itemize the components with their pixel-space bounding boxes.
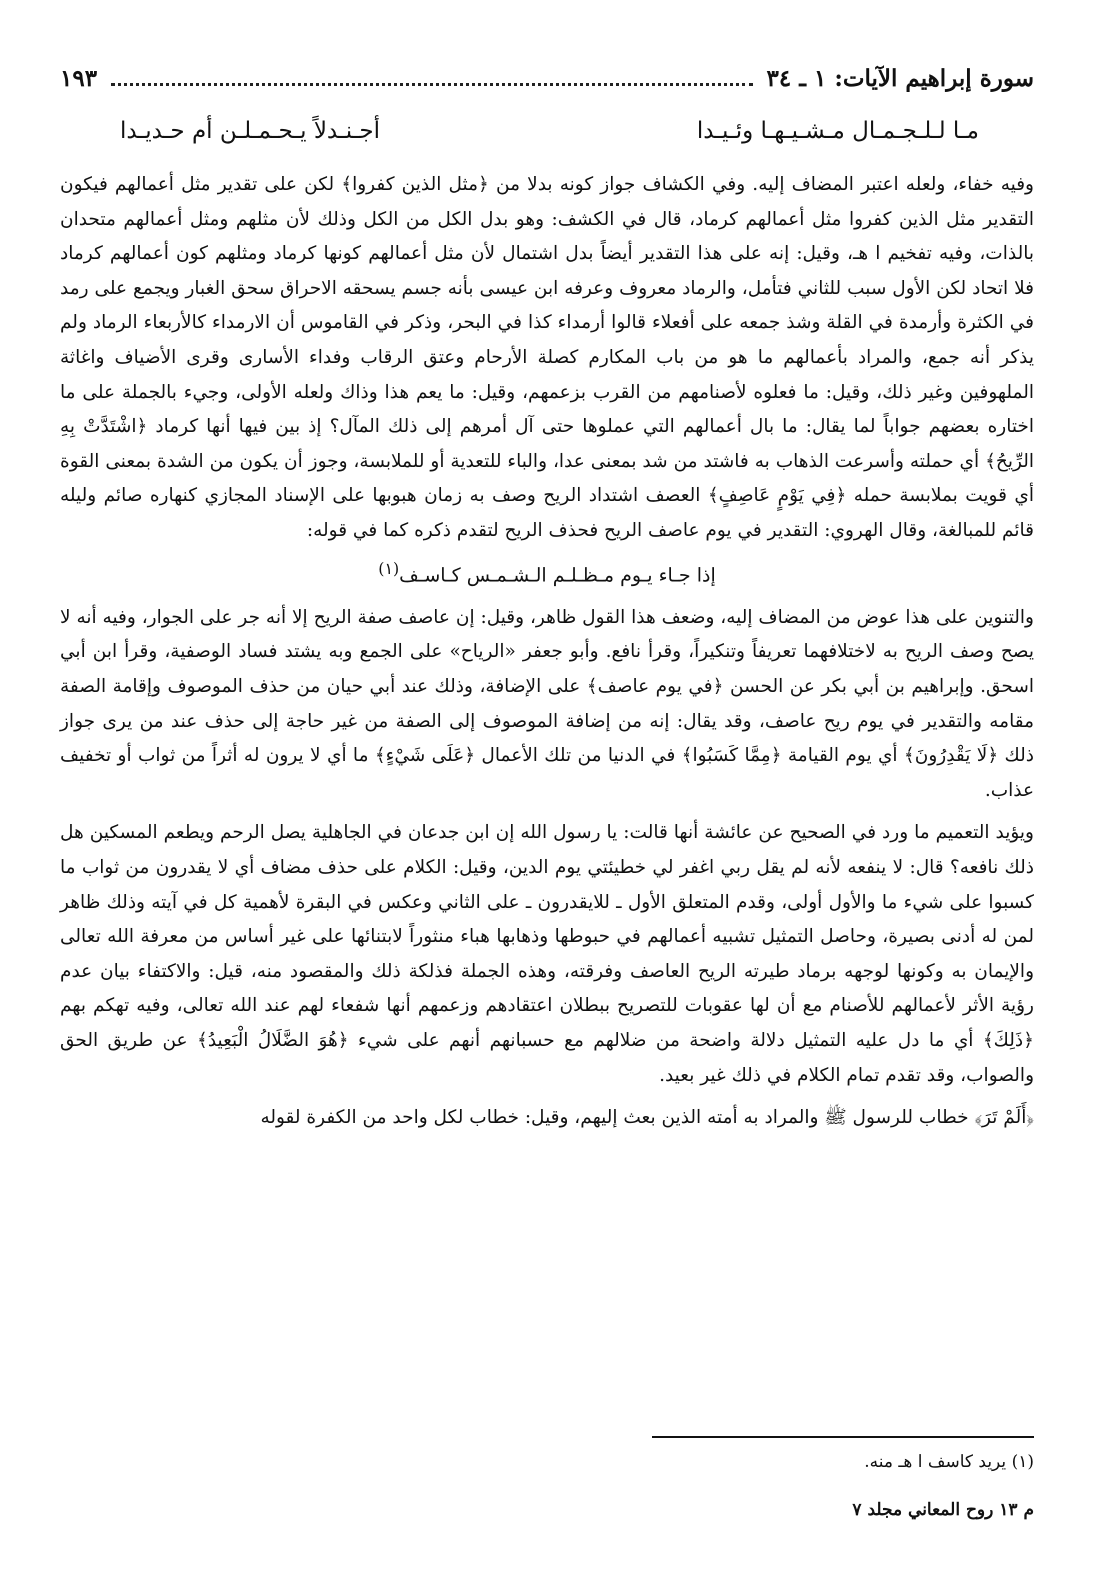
- main-text: [60, 168, 1034, 1136]
- poem-line: [60, 551, 1034, 593]
- header-dotted-leader: [111, 82, 752, 86]
- footnote-divider: [652, 1436, 1034, 1438]
- paragraph-2: والتنوين على هذا عوض من المضاف إليه، وضعف هذا القول ظاهر، وقيل: إن عاصف صفة الريح إلا أنه جر على الجوار، وفيه أنه لا يصح وصف الريح به لاختلافهما تعريفاً وتنكيراً، وقرأ نافع. وأبو جعفر «الرياح» على الجمع وبه يشتد فساد الوصفية، وقرأ ابن أبي اسحق. وإبراهيم بن أبي بكر عن الحسن ﴿في يوم عاصف﴾ على الإضافة، وذلك عند أبي حيان من حذف الموصوف وإقامة الصفة مقامه والتقدير في يوم ريح عاصف، وقد يقال: إنه من إضافة الموصوف إلى الصفة من غير حاجة إلى حذف عند من يرى جواز ذلك ﴿لَا يَقْدِرُونَ﴾ أي يوم القيامة ﴿مِمَّا كَسَبُوا﴾ في الدنيا من تلك الأعمال ﴿عَلَى شَيْءٍ﴾ ما أي لا يرون له أثراً من ثواب أو تخفيف عذاب.: [60, 606, 1034, 801]
- surah-title: سورة إبراهيم الآيات: ١ ـ ٣٤: [766, 64, 1034, 92]
- footnote: (١) يريد كاسف ا هـ منه.: [864, 1452, 1034, 1472]
- poetry-verse: [120, 118, 979, 164]
- poem-line-text: إذا جـاء يـوم مـظـلـم الـشـمـس كـاسـف: [399, 563, 716, 586]
- footnote-marker: (١): [378, 558, 400, 578]
- page-footer: م ١٣ روح المعاني مجلد ٧: [852, 1500, 1034, 1520]
- page-number: ١٩٣: [60, 64, 98, 92]
- paragraph-3: ويؤيد التعميم ما ورد في الصحيح عن عائشة أنها قالت: يا رسول الله إن ابن جدعان في الجاهلية يصل الرحم ويطعم المسكين هل ذلك نافعه؟ قال: لا ينفعه لأنه لم يقل ربي اغفر لي خطيئتي يوم الدين، وقيل: الكلام على حذف مضاف أي لا يقدرون من ثواب ما كسبوا على شيء ما والأول أولى، وقدم المتعلق الأول ـ للايقدرون ـ على الثاني وعكس في البقرة لأهمية كل في آيته وذلك ظاهر لمن له أدنى بصيرة، وحاصل التمثيل تشبيه أعمالهم في حبوطها وذهابها هباء منثوراً لابتنائها على غير أساس من معرفة الله تعالى والإيمان به وكونها لوجهه برماد طيرته الريح العاصف وفرقته، وهذه الجملة فذلكة ذلك والمقصود منه، قيل: والاكتفاء بيان عدم رؤية الأثر لأعمالهم للأصنام مع أن لها عقوبات للتصريح ببطلان اعتقادهم وزعمهم أنها شفعاء لهم عند الله تعالى، وفيه تهكم بهم ﴿ذَلِكَ﴾ أي ما دل عليه التمثيل دلالة واضحة من ضلالهم مع حسبانهم أنهم على شيء ﴿هُوَ الضَّلَالُ الْبَعِيدُ﴾ عن طريق الحق والصواب، وقد تقدم تمام الكلام في ذلك غير بعيد.: [60, 822, 1034, 1086]
- paragraph-4: ﴿أَلَمْ تَرَ﴾ خطاب للرسول ﷺ والمراد به أمته الذين بعث إليهم، وقيل: خطاب لكل واحد من الكفرة لقوله: [260, 1107, 1034, 1129]
- verse-left-hemistich: أجـنـدلاً يـحـمـلـن أم حـديـدا: [120, 118, 381, 144]
- page-header: [60, 58, 1034, 98]
- paragraph-1: وفيه خفاء، ولعله اعتبر المضاف إليه. وفي الكشاف جواز كونه بدلا من ﴿مثل الذين كفروا﴾ لكن على تقدير مثل أعمالهم فيكون التقدير مثل الذين كفروا مثل أعمالهم كرماد، قال في الكشف: وهو بدل الكل من الكل وذلك لأن مثلهم ومثل أعمالهم متحدان بالذات، وفيه تفخيم ا هـ، وقيل: إنه على هذا التقدير أيضاً بدل اشتمال لأن مثل أعمالهم كونها كرماد ومثلهم كون أعمالهم كرماد فلا اتحاد لكن الأول سبب للثاني فتأمل، والرماد معروف وعرفه ابن عيسى بأنه جسم يسحقه الاحراق سحق الغبار ويجمع على رمد في الكثرة وأرمدة في القلة وشذ جمعه على أفعلاء قالوا أرمداء كذا في البحر، وذكر في القاموس أن الارمداء كالأربعاء الرماد ولم يذكر أنه جمع، والمراد بأعمالهم ما هو من باب المكارم كصلة الأرحام وعتق الرقاب وفداء الأسارى وقرى الأضياف واغاثة الملهوفين وغير ذلك، وقيل: ما فعلوه لأصنامهم من القرب بزعمهم، وقيل: ما يعم هذا وذاك ولعله الأولى، وجيء بالجملة على ما اختاره بعضهم جواباً لما يقال: ما بال أعمالهم التي عملوها حتى آل أمرهم إلى ذلك المآل؟ إذ بين فيها أنها كرماد ﴿اشْتَدَّتْ بِهِ الرِّيحُ﴾ أي حملته وأسرعت الذهاب به فاشتد من شد بمعنى عدا، والباء للتعدية أو للملابسة، وجوز أن يكون من الشدة بمعنى القوة أي قويت بملابسة حمله ﴿فِي يَوْمٍ عَاصِفٍ﴾ العصف اشتداد الريح وصف به زمان هبوبها على الإسناد المجازي كنهاره صائم وليله قائم للمبالغة، وقال الهروي: التقدير في يوم عاصف الريح فحذف الريح لتقدم ذكره كما في قوله:: [60, 174, 1034, 541]
- verse-right-hemistich: مـا لـلـجـمـال مـشـيـهـا وئـيـدا: [696, 118, 979, 144]
